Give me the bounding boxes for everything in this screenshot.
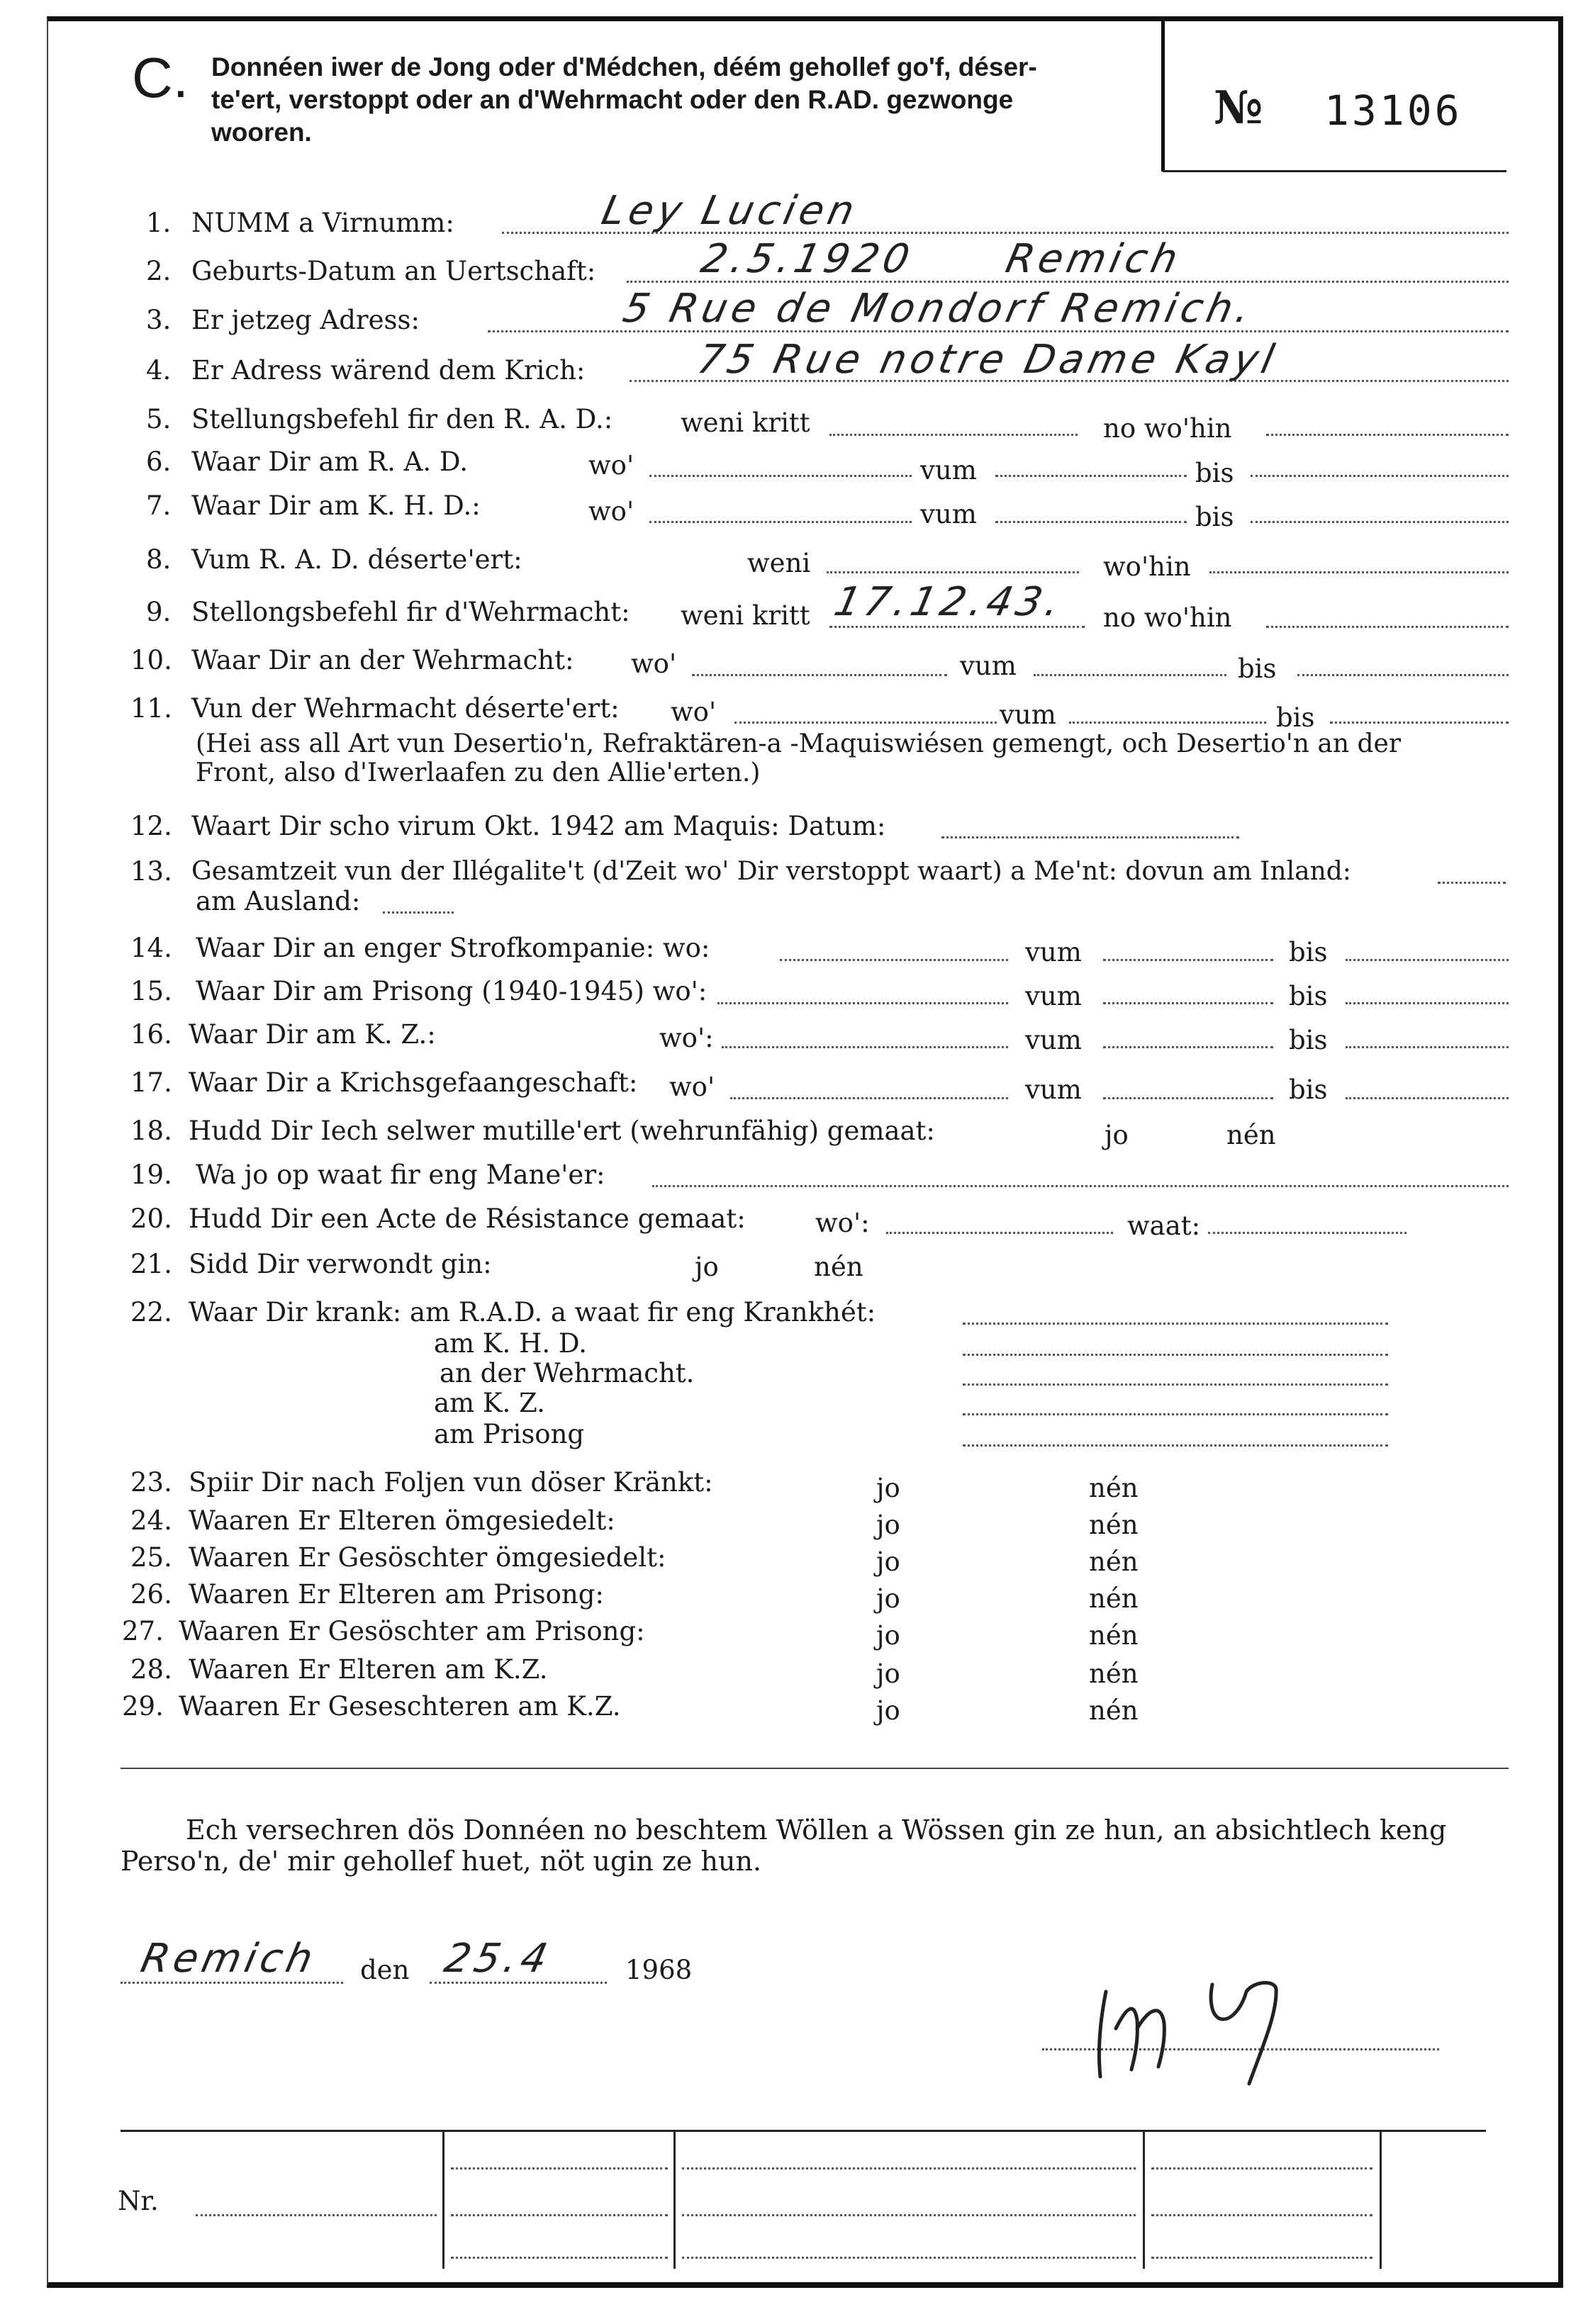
year-label: 1968: [625, 1955, 693, 1985]
q8-label: Vum R. A. D. déserte'ert:: [191, 544, 522, 575]
date-answer: 25.4: [440, 1936, 556, 1982]
q22-sub-khd: am K. H. D.: [434, 1328, 587, 1359]
q5-weni-kritt: weni kritt: [681, 408, 810, 438]
q16-wo: wo':: [659, 1023, 714, 1053]
q3-label: Er jetzeg Adress:: [191, 305, 420, 335]
q15-label: Waar Dir am Prisong (1940-1945) wo':: [196, 976, 708, 1006]
place-field[interactable]: [121, 1982, 343, 1984]
registry-cell-a1[interactable]: [451, 2167, 668, 2169]
q8-wohin-field[interactable]: [1209, 571, 1509, 573]
q10-number: 10.: [130, 645, 172, 675]
q28-label: Waaren Er Elteren am K.Z.: [189, 1654, 548, 1685]
q17-bis: bis: [1289, 1074, 1328, 1105]
q14-vum-field[interactable]: [1103, 959, 1273, 961]
q5-weni-field[interactable]: [829, 434, 1078, 436]
q21-number: 21.: [130, 1249, 172, 1279]
q10-bis-field[interactable]: [1297, 674, 1509, 676]
q22-sub-prisong: am Prisong: [434, 1419, 585, 1449]
q14-bis: bis: [1289, 937, 1328, 967]
q9-number: 9.: [146, 597, 172, 627]
q7-number: 7.: [146, 490, 172, 521]
q22-sub-kz: am K. Z.: [434, 1388, 545, 1418]
q13-inland-field[interactable]: [1438, 882, 1506, 884]
q10-label: Waar Dir an der Wehrmacht:: [191, 645, 574, 675]
q21-nen[interactable]: nén: [814, 1252, 863, 1282]
q10-vum-field[interactable]: [1034, 674, 1226, 676]
q22-label: Waar Dir krank: am R.A.D. a waat fir eng Krankhét:: [189, 1297, 876, 1327]
q17-vum-field[interactable]: [1103, 1097, 1273, 1099]
q22-kz-field[interactable]: [963, 1413, 1388, 1415]
q9-weni-field[interactable]: [829, 626, 1085, 628]
q25-label: Waaren Er Gesöschter ömgesiedelt:: [189, 1542, 666, 1573]
q4-answer: 75 Rue notre Dame Kayl: [693, 337, 1282, 383]
number-sign: №: [1214, 82, 1263, 135]
registry-cell-b2[interactable]: [682, 2214, 1136, 2216]
registry-cell-b3[interactable]: [682, 2257, 1136, 2259]
q26-label: Waaren Er Elteren am Prisong:: [189, 1579, 604, 1610]
q5-wohin-field[interactable]: [1266, 434, 1509, 436]
q17-label: Waar Dir a Krichsgefaangeschaft:: [189, 1067, 638, 1098]
q23-label: Spiir Dir nach Foljen vun döser Kränkt:: [189, 1467, 713, 1498]
q16-bis-field[interactable]: [1346, 1046, 1509, 1048]
q10-bis: bis: [1238, 653, 1277, 684]
q11-vum: vum: [1000, 700, 1056, 730]
signature-image: [1085, 1963, 1326, 2091]
q27-jo[interactable]: jo: [876, 1620, 900, 1651]
q11-note-line-1: (Hei ass all Art vun Desertio'n, Refraktären-a -Maquiswiésen gemengt, och Desertio'n an der: [196, 729, 1402, 758]
q1-label: NUMM a Virnumm:: [191, 208, 454, 238]
q8-weni-field[interactable]: [827, 571, 1079, 573]
q6-wo: wo': [588, 450, 634, 481]
q3-answer: 5 Rue de Mondorf Remich.: [619, 286, 1258, 332]
q8-number: 8.: [146, 544, 172, 575]
q5-number: 5.: [146, 404, 172, 434]
q28-jo[interactable]: jo: [876, 1658, 900, 1689]
declaration-line-1: Ech versechren dös Donnéen no beschtem Wöllen a Wössen gin ze hun, an absichtlech keng: [186, 1814, 1447, 1846]
q23-number: 23.: [130, 1467, 172, 1498]
q25-jo[interactable]: jo: [876, 1546, 900, 1577]
q12-datum-field[interactable]: [941, 836, 1239, 838]
q17-vum: vum: [1025, 1074, 1082, 1105]
q13-ausland-field[interactable]: [383, 911, 454, 914]
q11-bis: bis: [1276, 702, 1315, 733]
q7-label: Waar Dir am K. H. D.:: [191, 490, 481, 521]
q20-waat: waat:: [1127, 1211, 1201, 1241]
q7-wo: wo': [588, 496, 634, 527]
q6-vum: vum: [920, 455, 977, 485]
q22-prisong-field[interactable]: [963, 1444, 1388, 1447]
q14-bis-field[interactable]: [1346, 959, 1509, 961]
q17-wo-field[interactable]: [730, 1097, 1008, 1099]
nr-field[interactable]: [196, 2214, 437, 2216]
q2-answer-place: Remich: [1002, 236, 1186, 282]
q13-ausland-label: am Ausland:: [196, 886, 361, 916]
q10-vum: vum: [960, 651, 1017, 681]
q27-label: Waaren Er Gesöschter am Prisong:: [179, 1616, 645, 1646]
q25-number: 25.: [130, 1542, 172, 1573]
q6-bis-field[interactable]: [1251, 475, 1509, 477]
q24-label: Waaren Er Elteren ömgesiedelt:: [189, 1505, 615, 1536]
q21-jo[interactable]: jo: [695, 1252, 719, 1282]
q20-number: 20.: [130, 1203, 172, 1234]
q7-bis: bis: [1195, 502, 1234, 532]
q18-number: 18.: [130, 1116, 172, 1146]
q14-label: Waar Dir an enger Strofkompanie: wo:: [196, 933, 710, 963]
q11-note-line-2: Front, also d'Iwerlaafen zu den Allie'erten.): [196, 758, 761, 787]
q6-number: 6.: [146, 447, 172, 477]
q15-wo-field[interactable]: [717, 1002, 1008, 1004]
registry-cell-c1[interactable]: [1151, 2167, 1372, 2169]
q2-answer-date: 2.5.1920: [697, 236, 918, 282]
date-field[interactable]: [430, 1982, 607, 1984]
q18-label: Hudd Dir Iech selwer mutille'ert (wehrunfähig) gemaat:: [189, 1116, 935, 1146]
q26-number: 26.: [130, 1579, 172, 1610]
registry-cell-a3[interactable]: [451, 2257, 668, 2259]
q2-number: 2.: [146, 256, 172, 286]
q29-nen[interactable]: nén: [1089, 1695, 1139, 1726]
q22-rad-field[interactable]: [963, 1323, 1388, 1325]
q15-vum-field[interactable]: [1103, 1002, 1273, 1004]
q14-wo-field[interactable]: [780, 959, 1008, 961]
q4-label: Er Adress wärend dem Krich:: [191, 355, 586, 386]
q11-number: 11.: [130, 693, 172, 724]
q6-bis: bis: [1195, 458, 1234, 488]
q15-bis-field[interactable]: [1346, 1002, 1509, 1004]
q22-wehrmacht-field[interactable]: [963, 1383, 1388, 1386]
header-line-2: te'ert, verstoppt oder an d'Wehrmacht oder den R.AD. gezwonge: [211, 85, 1014, 114]
q11-bis-field[interactable]: [1330, 722, 1509, 724]
q21-label: Sidd Dir verwondt gin:: [189, 1249, 492, 1279]
q19-number: 19.: [130, 1160, 172, 1190]
registry-cell-a2[interactable]: [451, 2214, 668, 2216]
place-answer: Remich: [137, 1936, 321, 1982]
q11-wo-field[interactable]: [734, 722, 997, 724]
q22-number: 22.: [130, 1297, 172, 1327]
registry-col-3: [1143, 2130, 1145, 2269]
den-label: den: [360, 1955, 410, 1985]
q14-vum: vum: [1025, 937, 1082, 967]
q9-answer: 17.12.43.: [830, 579, 1068, 625]
q9-wohin-field[interactable]: [1266, 626, 1509, 628]
q1-number: 1.: [146, 208, 172, 238]
q29-number: 29.: [122, 1691, 164, 1722]
q6-label: Waar Dir am R. A. D.: [191, 447, 468, 477]
q27-number: 27.: [122, 1616, 164, 1646]
q20-wo: wo':: [815, 1208, 870, 1238]
q28-nen[interactable]: nén: [1089, 1658, 1139, 1689]
q20-wo-field[interactable]: [886, 1232, 1113, 1234]
q16-wo-field[interactable]: [722, 1046, 1008, 1048]
q3-number: 3.: [146, 305, 172, 335]
q15-bis: bis: [1289, 981, 1328, 1011]
q6-wo-field[interactable]: [649, 475, 912, 477]
q7-wo-field[interactable]: [649, 521, 912, 523]
q24-jo[interactable]: jo: [876, 1510, 900, 1540]
q26-jo[interactable]: jo: [876, 1583, 900, 1614]
q15-vum: vum: [1025, 981, 1082, 1011]
q4-number: 4.: [146, 355, 172, 386]
q26-nen[interactable]: nén: [1089, 1583, 1139, 1614]
registry-cell-c2[interactable]: [1151, 2214, 1372, 2216]
nr-label: Nr.: [118, 2186, 159, 2216]
form-number: 13106: [1324, 86, 1463, 135]
declaration-line-2: Perso'n, de' mir gehollef huet, nöt ugin ze hun.: [121, 1846, 762, 1877]
header-line-3: wooren.: [211, 118, 312, 147]
header-line-1: Donnéen iwer de Jong oder d'Médchen, déém gehollef go'f, déser-: [211, 52, 1037, 82]
q12-label: Waart Dir scho virum Okt. 1942 am Maquis: Datum:: [191, 811, 886, 841]
q17-bis-field[interactable]: [1346, 1097, 1509, 1099]
q27-nen[interactable]: nén: [1089, 1620, 1139, 1651]
q5-no-wohin: no wo'hin: [1103, 413, 1232, 444]
registry-col-1: [442, 2130, 444, 2269]
q22-khd-field[interactable]: [963, 1354, 1388, 1356]
q18-jo[interactable]: jo: [1105, 1120, 1129, 1150]
q22-sub-wehrmacht: an der Wehrmacht.: [440, 1358, 695, 1388]
q28-number: 28.: [130, 1654, 172, 1685]
q10-wo: wo': [631, 649, 677, 679]
registry-box: [121, 2130, 1486, 2271]
q16-vum: vum: [1025, 1025, 1082, 1055]
q17-wo: wo': [669, 1072, 715, 1102]
q9-no-wohin: no wo'hin: [1103, 602, 1232, 633]
q13-label: Gesamtzeit vun der Illégalite't (d'Zeit wo' Dir verstoppt waart) a Me'nt: dovun am Inland:: [191, 857, 1351, 886]
q8-weni: weni: [747, 548, 811, 578]
q1-answer: Ley Lucien: [598, 188, 863, 234]
q24-number: 24.: [130, 1505, 172, 1536]
q16-label: Waar Dir am K. Z.:: [189, 1019, 436, 1050]
q9-label: Stellongsbefehl fir d'Wehrmacht:: [191, 597, 630, 627]
registry-col-4: [1380, 2130, 1382, 2269]
registry-cell-b1[interactable]: [682, 2167, 1136, 2169]
q23-nen[interactable]: nén: [1089, 1473, 1139, 1503]
section-letter: C.: [132, 46, 189, 109]
q7-bis-field[interactable]: [1251, 521, 1509, 523]
q5-label: Stellungsbefehl fir den R. A. D.:: [191, 404, 613, 434]
q20-waat-field[interactable]: [1208, 1232, 1407, 1234]
q16-number: 16.: [130, 1019, 172, 1050]
q24-nen[interactable]: nén: [1089, 1510, 1139, 1540]
q16-vum-field[interactable]: [1103, 1046, 1273, 1048]
header-title: [211, 51, 1133, 149]
q17-number: 17.: [130, 1067, 172, 1098]
q13-number: 13.: [130, 856, 172, 887]
q16-bis: bis: [1289, 1025, 1328, 1055]
q2-label: Geburts-Datum an Uertschaft:: [191, 256, 596, 286]
q29-label: Waaren Er Geseschteren am K.Z.: [179, 1691, 621, 1722]
q18-nen[interactable]: nén: [1226, 1120, 1276, 1150]
q12-number: 12.: [130, 811, 172, 841]
q7-vum-field[interactable]: [995, 521, 1187, 523]
q11-vum-field[interactable]: [1069, 722, 1266, 724]
registry-col-2: [673, 2130, 676, 2269]
section-divider: [121, 1768, 1509, 1769]
q15-number: 15.: [130, 976, 172, 1006]
q11-label: Vun der Wehrmacht déserte'ert:: [191, 693, 620, 724]
q20-label: Hudd Dir een Acte de Résistance gemaat:: [189, 1203, 746, 1234]
registry-cell-c3[interactable]: [1151, 2257, 1372, 2259]
q19-field[interactable]: [652, 1185, 1509, 1187]
q19-label: Wa jo op waat fir eng Mane'er:: [196, 1160, 605, 1190]
q6-vum-field[interactable]: [995, 475, 1187, 477]
q8-wohin: wo'hin: [1103, 551, 1191, 582]
q23-jo[interactable]: jo: [876, 1473, 900, 1503]
q14-number: 14.: [130, 933, 172, 963]
q7-vum: vum: [920, 499, 977, 529]
q29-jo[interactable]: jo: [876, 1695, 900, 1726]
q10-wo-field[interactable]: [692, 674, 947, 676]
header-divider: [1161, 18, 1165, 172]
q25-nen[interactable]: nén: [1089, 1546, 1139, 1577]
q11-wo: wo': [671, 697, 717, 727]
header-number-underline: [1163, 170, 1506, 172]
q9-weni-kritt: weni kritt: [681, 600, 810, 631]
